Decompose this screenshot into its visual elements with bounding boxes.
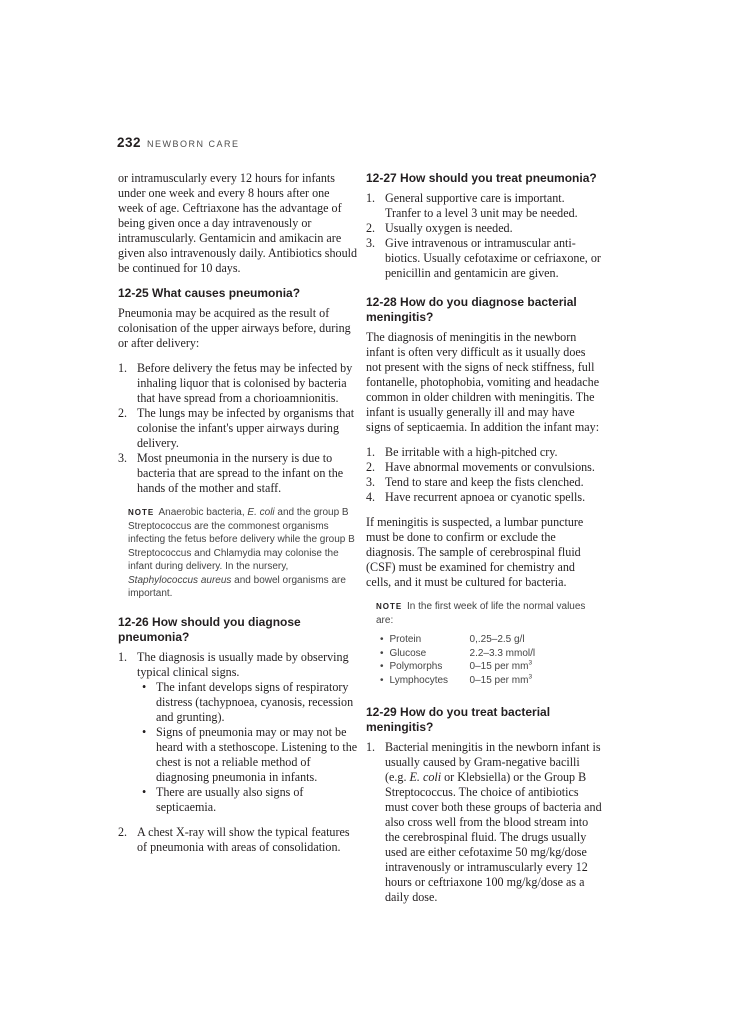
list-item: 3. Tend to stare and keep the fists clenched. [366,475,584,489]
lumbar-puncture-paragraph: If meningitis is suspected, a lumbar puncture must be done to confirm or exclude the diagnosis. The sample of cerebrospinal fluid (CSF) must be examined for chemistry and cells, and it must be cultured for bacteria. [366,515,584,589]
list-item: 2. A chest X-ray will show the typical features of pneumonia with areas of consolidation. [118,824,350,854]
list-item: 1. General supportive care is important. Tranfer to a level 3 unit may be needed. [366,191,578,220]
heading-12-28: 12-28 How do you diagnose bacterial meningitis? [366,295,577,324]
list-item: 1. Bacterial meningitis in the newborn infant is usually caused by Gram-negative bacilli (e.g. E. coli or Klebsiella) or the Group B Streptococcus. The choice of antibiotics must cover both these groups of bacteria and also cross well from the blood stream into the cerebrospinal fluid. The drugs usually used are either cefotaxime 50 mg/kg/dose intravenously or intramuscularly every 12 hours or ceftriaxone 100 mg/kg/dose as a daily dose. [366,740,602,904]
sub-list-item: • The infant develops signs of respiratory distress (tachypnoea, cyanosis, recession and grunting). [142,679,354,724]
pneumonia-diagnosis-list [118,650,358,855]
heading-12-26: 12-26 How should you diagnose pneumonia? [118,614,301,644]
list-item: 2. Have abnormal movements or convulsions. [366,460,595,474]
heading-12-27: 12-27 How should you treat pneumonia? [366,171,597,185]
note-label: NOTE [128,508,155,517]
running-title: NEWBORN CARE [147,139,240,149]
list-item: 3. Most pneumonia in the nursery is due to bacteria that are spread to the infant on the hands of the mother and staff. [118,451,344,495]
list-item: 3. Give intravenous or intramuscular anti-biotics. Usually cefotaxime or cefriaxone, or penicillin and gentamicin are given. [366,236,601,280]
csf-normal-values-table [380,633,541,687]
table-row: • Glucose 2.2–3.3 mmol/l [380,647,536,659]
page-number: 232 [117,135,142,150]
table-row: • Protein 0,.25–2.5 g/l [380,634,525,645]
list-item: 1. The diagnosis is usually made by observing typical clinical signs. • The infant develops signs of respiratory distress (tachypnoea, cyanosis, recession and grunting). • Signs of pneumonia may or may not be heard with a stethoscope. Listening to the chest is not a reliable method of diagnosing pneumonia in infants. • There are usually also signs of septicaemia. [118,649,358,814]
note-pneumonia-organisms: NOTE Anaerobic bacteria, E. coli and the group B Streptococcus are the commonest organisms infecting the fetus before delivery while the group B Streptococcus and Chlamydia may colonise the infant during delivery. In the nursery, Staphylococcus aureus and bowel organisms are important. [128,507,355,599]
heading-12-25: 12-25 What causes pneumonia? [118,286,301,300]
left-column [118,171,358,865]
meningitis-diagnosis-lead: The diagnosis of meningitis in the newborn infant is often very difficult as it usually does not present with the signs of neck stiffness, full fontanelle, photophobia, vomiting and headache common in older children with meningitis. The infant is usually generally ill and may have signs of septicaemia. In addition the infant may: [366,330,600,434]
list-item: 2. The lungs may be infected by organisms that colonise the infant's upper airways during delivery. [118,406,355,450]
meningitis-signs-list [366,445,602,505]
table-row: • Lymphocytes 0–15 per $mm^3$ [380,673,533,686]
running-header [117,134,240,152]
meningitis-treatment-list [366,740,602,905]
list-item: 1. Before delivery the fetus may be infected by inhaling liquor that is colonised by bacteria that have spread from a chorioamnionitis. [118,361,353,405]
sub-list-item: • There are usually also signs of septicaemia. [142,784,304,814]
list-item: 2. Usually oxygen is needed. [366,221,513,235]
sub-list-item: • Signs of pneumonia may or may not be heard with a stethoscope. Listening to the chest is not a reliable method of diagnosing pneumonia in infants. [142,724,358,784]
list-item: 4. Have recurrent apnoea or cyanotic spells. [366,490,586,504]
note-csf-values: NOTE In the first week of life the normal values are: [376,601,586,626]
right-column [366,171,602,915]
clinical-signs-sublist [137,680,358,815]
note-label: NOTE [376,602,403,611]
heading-12-29: 12-29 How do you treat bacterial meningitis? [366,705,551,734]
pneumonia-causes-list [118,361,358,496]
table-row: • Polymorphs 0–15 per $mm^3$ [380,659,533,672]
pneumonia-treatment-list [366,191,602,281]
intro-paragraph: or intramuscularly every 12 hours for infants under one week and every 8 hours after one week of age. Ceftriaxone has the advantage of being given once a day intravenously or intramuscularly. Gentamicin and amikacin are given also intravenously daily. Antibiotics should be continued for 10 days. [118,171,358,275]
list-item: 1. Be irritable with a high-pitched cry. [366,445,558,459]
pneumonia-causes-lead: Pneumonia may be acquired as the result of colonisation of the upper airways before, during or after delivery: [118,306,351,350]
